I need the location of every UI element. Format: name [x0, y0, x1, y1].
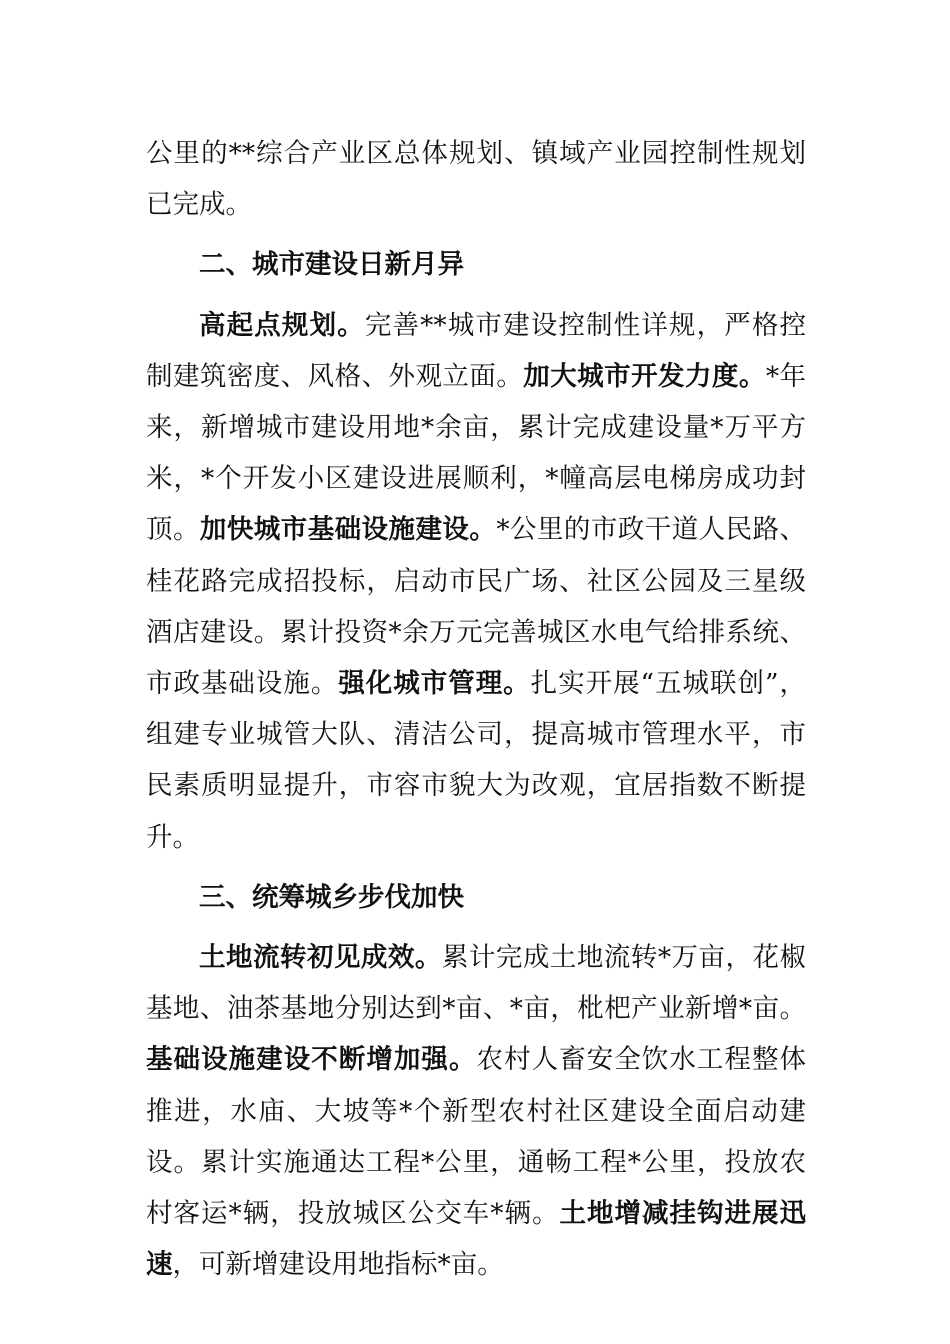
bold-lead-infrastructure-rural: 基础设施建设不断增加强。: [146, 1044, 477, 1076]
bold-lead-development: 加大城市开发力度。: [523, 360, 766, 392]
section-heading-3: 三、统筹城乡步伐加快: [199, 881, 464, 913]
section-heading-2: 二、城市建设日新月异: [199, 249, 464, 281]
paragraph-text: *年来，新增城市建设用地*余亩，累计完成建设量*万平方米，*个开发小区建设进展顺利，*幢高层电梯房成功封顶。: [146, 360, 807, 546]
city-construction-paragraph: [146, 300, 806, 863]
paragraph-text: 扎实开展“五城联创”，组建专业城管大队、清洁公司，提高城市管理水平，市民素质明显提升，市容市貌大为改观，宜居指数不断提升。: [146, 668, 806, 853]
bold-lead-land-linkage: 土地增减挂钩进展迅速: [146, 1198, 806, 1281]
document-body: [146, 128, 806, 1290]
paragraph-text: 完善**城市建设控制性详规，严格控制建筑密度、风格、外观立面。: [146, 309, 807, 392]
paragraph-text: 农村人畜安全饮水工程整体推进，水庙、大坡等*个新型农村社区建设全面启动建设。累计实施通达工程*公里，通畅工程*公里，投放农村客运*辆，投放城区公交车*辆。: [146, 1044, 807, 1230]
paragraph-text: *公里的市政干道人民路、桂花路完成招投标，启动市民广场、社区公园及三星级酒店建设。累计投资*余万元完善城区水电气给排系统、市政基础设施。: [146, 514, 807, 700]
paragraph-text: 累计完成土地流转*万亩，花椒基地、油茶基地分别达到*亩、*亩，枇杷产业新增*亩。: [146, 942, 807, 1025]
continuation-paragraph: [146, 128, 806, 230]
bold-lead-planning: 高起点规划。: [199, 309, 365, 341]
paragraph-text: 公里的**综合产业区总体规划、镇域产业园控制性规划已完成。: [146, 138, 806, 221]
bold-lead-infrastructure: 加快城市基础设施建设。: [199, 514, 497, 546]
bold-lead-management: 强化城市管理。: [338, 668, 531, 700]
paragraph-text: ，可新增建设用地指标*亩。: [172, 1249, 504, 1281]
bold-lead-land-transfer: 土地流转初见成效。: [199, 942, 442, 974]
urban-rural-paragraph: [146, 932, 806, 1290]
